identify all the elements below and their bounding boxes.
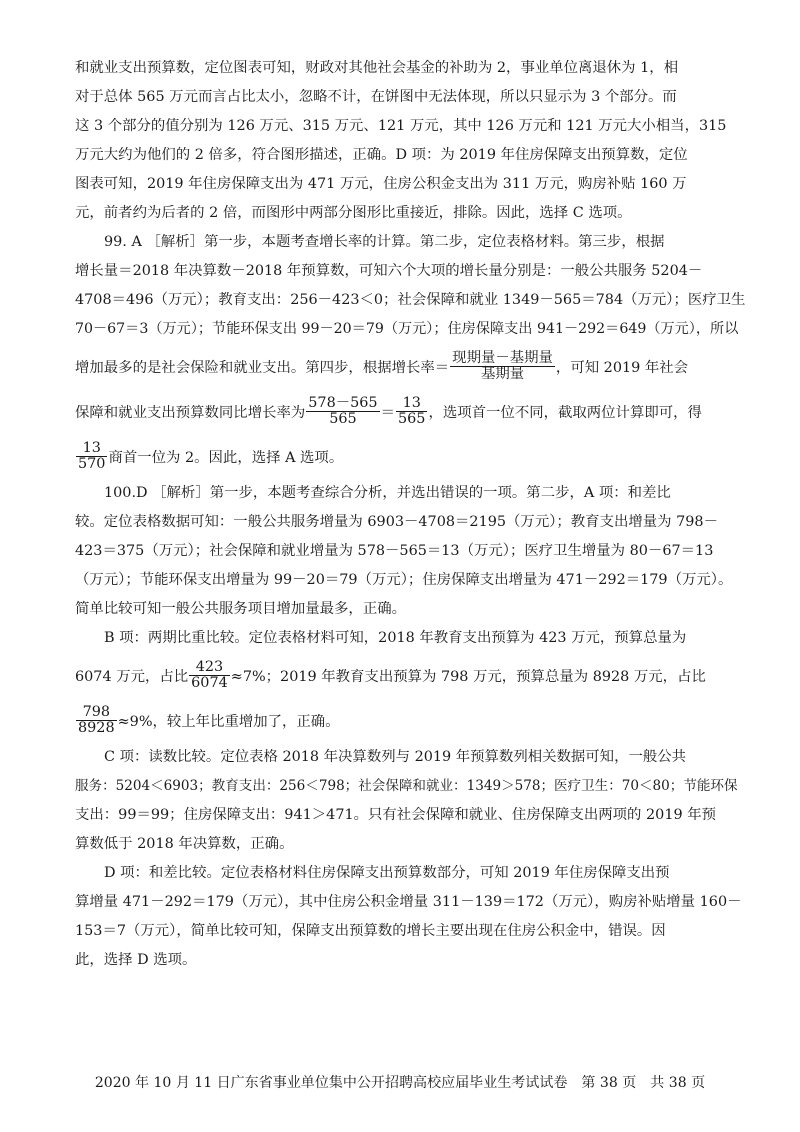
equals-sign: ＝ (380, 405, 395, 421)
fraction (396, 396, 427, 427)
text-segment: 增加最多的是社会保险和就业支出。第四步，根据增长率＝ (75, 360, 450, 376)
text-line: 增长量＝2018 年决算数－2018 年预算数，可知六个大项的增长量分别是：一般公共服务 5204－ (75, 263, 703, 279)
text-line: 153＝7（万元），简单比较可知，保障支出预算数的增长主要出现在住房公积金中，错误。因 (75, 923, 666, 939)
text-line: 4708＝496（万元）；教育支出：256－423＜0；社会保障和就业 1349－565＝784（万元）；医疗卫生 (75, 292, 746, 308)
growth-rate-formula-line (75, 344, 745, 389)
fraction (306, 396, 379, 427)
text-line: 和就业支出预算数，定位图表可知，财政对其他社会基金的补助为 2，事业单位离退休为 1，相 (75, 60, 679, 76)
text-line: 图表可知，2019 年住房保障支出为 471 万元，住房公积金支出为 311 万元，购房补贴 160 万 (75, 176, 687, 192)
text-segment: ≈7%；2019 年教育支出预算为 798 万元，预算总量为 8928 万元，占比 (230, 669, 706, 685)
question-100-heading: 100.D ［解析］第一步，本题考查综合分析，并选出错误的一项。第二步，A 项：和差比 (104, 485, 671, 501)
fraction-numerator: 现期量－基期量 (452, 349, 553, 366)
question-99-heading: 99. A ［解析］第一步，本题考查增长率的计算。第二步，定位表格材料。第三步，根据 (104, 234, 665, 250)
text-line: 服务：5204＜6903；教育支出：256＜798；社会保障和就业：1349＞578；医疗卫生：70＜80；节能环保 (75, 778, 738, 794)
text-line: 万元大约为他们的 2 倍多，符合图形描述，正确。D 项：为 2019 年住房保障支出预算数，定位 (75, 147, 688, 163)
fraction-numerator: 13 (82, 439, 101, 456)
text-line: 简单比较可知一般公共服务项目增加量最多，正确。 (75, 601, 406, 617)
text-line: （万元）；节能环保支出增量为 99－20＝79（万元）；住房保障支出增量为 471－292＝179（万元）。 (75, 572, 733, 588)
fraction-denominator: 565 (306, 411, 379, 427)
text-segment: 6074 万元，占比 (75, 669, 189, 685)
fraction-denominator: 570 (78, 456, 106, 472)
fraction-numerator: 423 (195, 658, 224, 675)
text-line: 元，前者约为后者的 2 倍，而图形中两部分图形比重接近，排除。因此，选择 C 选项。 (75, 205, 632, 221)
fraction-denominator: 6074 (191, 675, 228, 691)
fraction-denominator: 8928 (78, 720, 115, 736)
text-segment: ，选项首一位不同，截取两位计算即可，得 (428, 405, 702, 421)
fraction-numerator: 798 (82, 703, 111, 720)
growth-calculation-line (75, 389, 745, 434)
text-line: 这 3 个部分的值分别为 126 万元、315 万元、121 万元，其中 126 万元和 121 万元大小相当，315 (75, 118, 727, 134)
fraction (76, 441, 107, 472)
fraction (189, 660, 230, 691)
text-segment: 商首一位为 2。因此，选择 A 选项。 (108, 450, 344, 466)
fraction-denominator: 565 (398, 411, 426, 427)
ratio-line (75, 653, 745, 698)
text-line: 此，选择 D 选项。 (75, 952, 197, 968)
result-line (75, 434, 745, 479)
option-c-heading: C 项：读数比较。定位表格 2018 年决算数列与 2019 年预算数列相关数据可知，一般公共 (104, 749, 687, 765)
text-line: 较。定位表格数据可知：一般公共服务增量为 6903－4708＝2195（万元）；教育支出增量为 798－ (75, 514, 718, 530)
text-line: 算数低于 2018 年决算数，正确。 (75, 836, 294, 852)
text-line: 支出：99＝99；住房保障支出：941＞471。只有社会保障和就业、住房保障支出两项的 2019 年预 (75, 807, 717, 823)
growth-rate-fraction (450, 351, 555, 382)
fraction-denominator: 基期量 (450, 366, 555, 382)
text-line: 423＝375（万元）；社会保障和就业增量为 578－565＝13（万元）；医疗卫生增量为 80－67＝13 (75, 543, 714, 559)
text-segment: 保障和就业支出预算数同比增长率为 (75, 405, 306, 421)
text-line: 对于总体 565 万元而言占比太小，忽略不计，在饼图中无法体现，所以只显示为 3 个部分。而 (75, 89, 677, 105)
fraction-numerator: 578－565 (308, 394, 378, 411)
option-b-heading: B 项：两期比重比较。定位表格材料可知，2018 年教育支出预算为 423 万元，预算总量为 (104, 630, 687, 646)
text-segment: ≈9%，较上年比重增加了，正确。 (117, 714, 340, 730)
fraction-numerator: 13 (402, 394, 421, 411)
page-footer: 2020 年 10 月 11 日广东省事业单位集中公开招聘高校应届毕业生考试试卷 第 38 页 共 38 页 (94, 1075, 706, 1091)
text-segment: ，可知 2019 年社会 (555, 360, 689, 376)
answer-explanation-body (75, 54, 745, 975)
text-line: 算增量 471－292＝179（万元），其中住房公积金增量 311－139＝172（万元），购房补贴增量 160－ (75, 894, 742, 910)
option-d-heading: D 项：和差比较。定位表格材料住房保障支出预算数部分，可知 2019 年住房保障支出预 (104, 865, 670, 881)
fraction (76, 705, 117, 736)
ratio-line (75, 698, 745, 743)
text-line: 70－67＝3（万元）；节能环保支出 99－20＝79（万元）；住房保障支出 941－292＝649（万元），所以 (75, 321, 739, 337)
